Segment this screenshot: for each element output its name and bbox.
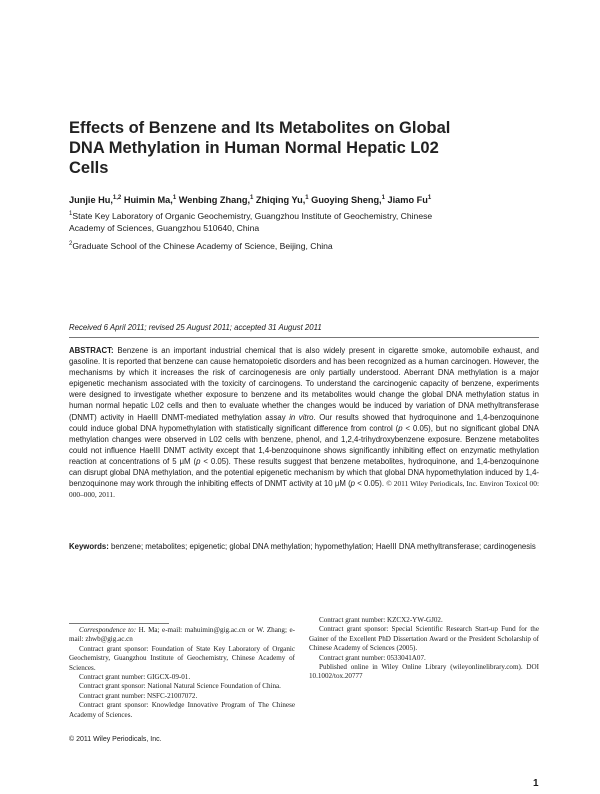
journal-citation: © 2011 Wiley Periodicals, Inc. Environ Toxicol 00: 000–000, 2011. — [69, 479, 539, 500]
affiliation-text: Graduate School of the Chinese Academy of Science, Beijing, China — [72, 240, 333, 251]
section-divider — [69, 337, 539, 338]
footnote: Contract grant sponsor: Special Scientific Research Start-up Fund for the Gainer of the Excellent PhD Dissertation Award or the President Scholarship of Chinese Academy of Sciences (2005). — [309, 625, 539, 653]
abstract-italic: in vitro — [289, 412, 314, 422]
affiliation-text: State Key Laboratory of Organic Geochemistry, Guangzhou Institute of Geochemistry, Chinese Academy of Sciences, Guangzhou 510640, China — [69, 211, 433, 234]
author-name: Junjie Hu, — [69, 195, 113, 205]
abstract-text: . Our results showed that hydroquinone and 1,4-benzoquinone could induce global DNA hypomethylation with statistically significant difference from control ( — [69, 412, 539, 433]
author-list — [69, 194, 539, 206]
abstract-text: Benzene is an important industrial chemical that is also widely present in cigarette smoke, automobile exhaust, and gasoline. It is reported that benzene can cause hematopoietic disorders and has been recognized as a human carcinogen. However, the mechanisms by which it increases the risk of carcinogenesis are only partially understood. Aberrant DNA methylation is a major epigenetic mechanism associated with the toxicity of carcinogens. To understand the carcinogenic capacity of benzene, experiments were designed to investigate whether exposure to benzene and its metabolites would change the global DNA methylation status in human normal hepatic L02 cells and then to evaluate whether the changes would be induced by variation of DNA methyltransferase (DNMT) activity in HaeIII DNMT-mediated methylation assay — [69, 346, 539, 422]
keywords-label: Keywords: — [69, 542, 109, 551]
affiliation — [69, 240, 469, 252]
correspondence-text: H. Ma; e-mail: mahuimin@gig.ac.cn or W. Zhang; e-mail: zhwb@gig.ac.cn — [69, 626, 296, 644]
footnote: Contract grant number: GIGCX-09-01. — [79, 673, 191, 682]
author-affiliation-mark: 1 — [172, 194, 177, 201]
abstract-text: < 0.05), but no significant global DNA methylation changes were observed in L02 cells with benzene, phenol, and 1,2,4-trihydroxybenzene exposure. Benzene metabolites could not influence HaeIII DNMT activity except that 1,4-benzoquinone shows significantly inhibiting effect on enzymatic methylation reaction at concentrations of 5 μM ( — [69, 423, 539, 466]
author-name: Jiamo Fu — [387, 195, 428, 205]
author-affiliation-mark: 1,2 — [112, 194, 122, 201]
author-name: Guoying Sheng, — [311, 195, 382, 205]
keywords — [69, 541, 539, 552]
author-affiliation-mark: 1 — [250, 194, 254, 201]
correspondence-label: Correspondence to: — [79, 626, 137, 634]
abstract-label: ABSTRACT: — [69, 346, 114, 355]
copyright-notice: © 2011 Wiley Periodicals, Inc. — [69, 736, 162, 743]
author-name: Zhiqing Yu, — [255, 195, 306, 205]
footnotes-left-column — [69, 626, 295, 720]
abstract-text: < 0.05). — [355, 479, 387, 489]
author-name: Huimin Ma, — [123, 195, 173, 205]
footnote: Contract grant sponsor: Foundation of State Key Laboratory of Organic Geochemistry, Guangzhou Institute of Geochemistry, Chinese Academy of Sciences. — [69, 644, 295, 672]
correspondence-note — [69, 626, 295, 645]
article-dates: Received 6 April 2011; revised 25 August 2011; accepted 31 August 2011 — [69, 323, 322, 332]
article-title: Effects of Benzene and Its Metabolites on Global DNA Methylation in Human Normal Hepatic L02 Cells — [69, 119, 451, 177]
abstract-italic: p — [350, 479, 356, 489]
author-affiliation-mark: 1 — [427, 194, 432, 201]
author-affiliation-mark: 1 — [381, 194, 385, 201]
footnote: Published online in Wiley Online Library (wileyonlinelibrary.com). DOI 10.1002/tox.20777 — [309, 663, 539, 681]
affiliation-mark: 1 — [69, 211, 73, 218]
keywords-text: benzene; metabolites; epigenetic; global DNA methylation; hypomethylation; HaeIII DNA methyltransferase; cardinogenesis — [111, 542, 536, 551]
author-name: Wenbing Zhang, — [178, 195, 251, 205]
footnote: Contract grant number: 0533041A07. — [319, 653, 426, 662]
abstract-italic: p — [196, 456, 201, 466]
affiliation-mark: 2 — [69, 240, 73, 247]
footnote: Contract grant number: NSFC-21007072. — [79, 691, 198, 700]
footnote: Contract grant number: KZCX2-YW-GJ02. — [319, 616, 443, 624]
affiliations — [69, 210, 469, 257]
affiliation — [69, 210, 469, 235]
page-number: 1 — [533, 778, 539, 789]
footnotes-right-column — [309, 616, 539, 682]
abstract-text: < 0.05). These results suggest that benzene metabolites, hydroquinone, and 1,4-benzoquinone can disrupt global DNA methylation, and the potential epigenetic mechanism by which that global DNA hypomethylation induced by 1,4-benzoquinone may work through the inhibiting effects of DNMT activity at 10 μM ( — [69, 456, 540, 489]
abstract-italic: p — [398, 423, 403, 433]
author-affiliation-mark: 1 — [305, 194, 309, 201]
footnote-divider — [69, 623, 169, 624]
footnote: Contract grant sponsor: National Natural Science Foundation of China. — [79, 682, 281, 691]
abstract — [69, 345, 539, 500]
footnote: Contract grant sponsor: Knowledge Innovative Program of The Chinese Academy of Sciences. — [69, 701, 295, 719]
